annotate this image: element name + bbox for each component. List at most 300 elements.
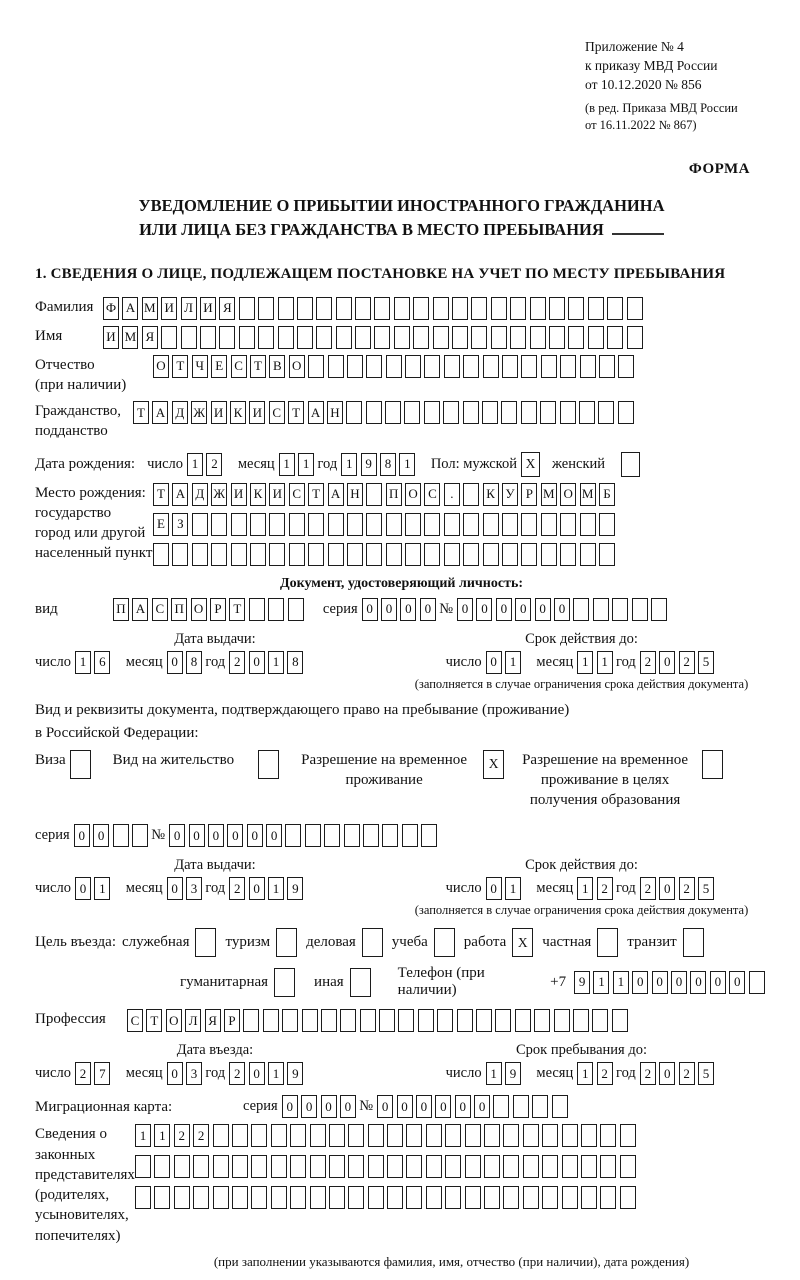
char-cell[interactable] (542, 1186, 558, 1209)
char-cell[interactable]: 8 (186, 651, 202, 674)
char-cell[interactable] (154, 1155, 170, 1178)
char-cell[interactable]: О (166, 1009, 182, 1032)
char-cell[interactable]: 2 (75, 1062, 91, 1085)
char-cell[interactable] (387, 1124, 403, 1147)
char-cell[interactable] (251, 1155, 267, 1178)
char-cell[interactable]: Ф (103, 297, 119, 320)
char-cell[interactable]: М (541, 483, 557, 506)
char-cell[interactable] (457, 1009, 473, 1032)
char-cell[interactable] (632, 598, 648, 621)
char-cell[interactable] (483, 355, 499, 378)
char-cell[interactable] (620, 1186, 636, 1209)
char-cell[interactable]: 1 (298, 453, 314, 476)
char-cell[interactable] (387, 1155, 403, 1178)
char-cell[interactable]: 0 (535, 598, 551, 621)
char-cell[interactable]: 1 (135, 1124, 151, 1147)
char-cell[interactable]: 0 (189, 824, 205, 847)
char-cell[interactable]: 0 (282, 1095, 298, 1118)
char-cell[interactable]: Е (211, 355, 227, 378)
char-cell[interactable]: К (483, 483, 499, 506)
char-cell[interactable] (515, 1009, 531, 1032)
char-cell[interactable]: С (152, 598, 168, 621)
char-cell[interactable]: 0 (362, 598, 378, 621)
char-cell[interactable]: 1 (279, 453, 295, 476)
char-cell[interactable]: 0 (301, 1095, 317, 1118)
char-cell[interactable] (465, 1124, 481, 1147)
char-cell[interactable]: 1 (268, 877, 284, 900)
char-cell[interactable] (502, 543, 518, 566)
char-cell[interactable] (540, 401, 556, 424)
char-cell[interactable]: 0 (249, 651, 265, 674)
char-cell[interactable] (269, 513, 285, 536)
char-cell[interactable]: 0 (486, 651, 502, 674)
char-cell[interactable]: 0 (93, 824, 109, 847)
char-cell[interactable]: 2 (206, 453, 222, 476)
char-cell[interactable] (329, 1186, 345, 1209)
char-cell[interactable] (523, 1186, 539, 1209)
char-cell[interactable]: 5 (698, 651, 714, 674)
char-cell[interactable] (513, 1095, 529, 1118)
char-cell[interactable] (172, 543, 188, 566)
char-cell[interactable] (445, 1186, 461, 1209)
char-cell[interactable] (316, 326, 332, 349)
char-cell[interactable] (413, 297, 429, 320)
char-cell[interactable]: 0 (397, 1095, 413, 1118)
char-cell[interactable] (316, 297, 332, 320)
char-cell[interactable] (346, 401, 362, 424)
char-cell[interactable] (463, 355, 479, 378)
char-cell[interactable] (192, 513, 208, 536)
char-cell[interactable] (213, 1155, 229, 1178)
char-cell[interactable]: 0 (420, 598, 436, 621)
char-cell[interactable] (297, 297, 313, 320)
char-cell[interactable] (263, 1009, 279, 1032)
char-cell[interactable]: 0 (690, 971, 706, 994)
char-cell[interactable]: 2 (640, 651, 656, 674)
char-cell[interactable]: 2 (679, 877, 695, 900)
char-cell[interactable]: 0 (167, 877, 183, 900)
char-cell[interactable] (305, 824, 321, 847)
char-cell[interactable]: К (250, 483, 266, 506)
purpose-tourism-checkbox[interactable] (276, 928, 297, 957)
char-cell[interactable] (612, 598, 628, 621)
purpose-private-checkbox[interactable] (597, 928, 618, 957)
char-cell[interactable]: 5 (698, 1062, 714, 1085)
char-cell[interactable] (424, 401, 440, 424)
char-cell[interactable] (366, 401, 382, 424)
char-cell[interactable]: А (308, 401, 324, 424)
char-cell[interactable] (573, 1009, 589, 1032)
char-cell[interactable] (607, 297, 623, 320)
char-cell[interactable]: 0 (554, 598, 570, 621)
char-cell[interactable]: 1 (94, 877, 110, 900)
char-cell[interactable] (549, 297, 565, 320)
char-cell[interactable]: 2 (193, 1124, 209, 1147)
char-cell[interactable]: Т (308, 483, 324, 506)
char-cell[interactable] (495, 1009, 511, 1032)
char-cell[interactable] (355, 326, 371, 349)
char-cell[interactable] (483, 543, 499, 566)
char-cell[interactable]: 0 (167, 651, 183, 674)
char-cell[interactable] (560, 355, 576, 378)
char-cell[interactable] (363, 824, 379, 847)
char-cell[interactable] (471, 297, 487, 320)
char-cell[interactable]: 0 (247, 824, 263, 847)
char-cell[interactable] (329, 1124, 345, 1147)
char-cell[interactable] (360, 1009, 376, 1032)
char-cell[interactable] (476, 1009, 492, 1032)
char-cell[interactable] (600, 1155, 616, 1178)
char-cell[interactable]: А (132, 598, 148, 621)
char-cell[interactable]: 2 (597, 1062, 613, 1085)
char-cell[interactable]: 9 (287, 1062, 303, 1085)
temp-residence-education-checkbox[interactable] (702, 750, 723, 779)
char-cell[interactable] (193, 1186, 209, 1209)
char-cell[interactable]: В (269, 355, 285, 378)
char-cell[interactable]: 8 (380, 453, 396, 476)
char-cell[interactable]: Т (172, 355, 188, 378)
char-cell[interactable]: О (153, 355, 169, 378)
char-cell[interactable] (355, 297, 371, 320)
char-cell[interactable]: 1 (593, 971, 609, 994)
char-cell[interactable] (394, 326, 410, 349)
char-cell[interactable] (289, 513, 305, 536)
char-cell[interactable]: И (269, 483, 285, 506)
char-cell[interactable] (174, 1186, 190, 1209)
char-cell[interactable]: Т (229, 598, 245, 621)
char-cell[interactable]: Б (599, 483, 615, 506)
char-cell[interactable]: А (122, 297, 138, 320)
char-cell[interactable]: Л (185, 1009, 201, 1032)
char-cell[interactable] (580, 355, 596, 378)
char-cell[interactable]: Д (192, 483, 208, 506)
char-cell[interactable]: У (502, 483, 518, 506)
char-cell[interactable]: 1 (577, 877, 593, 900)
char-cell[interactable] (132, 824, 148, 847)
char-cell[interactable] (374, 326, 390, 349)
char-cell[interactable] (405, 513, 421, 536)
purpose-business-checkbox[interactable] (362, 928, 383, 957)
char-cell[interactable]: 1 (268, 651, 284, 674)
char-cell[interactable] (579, 401, 595, 424)
char-cell[interactable]: 0 (659, 1062, 675, 1085)
char-cell[interactable] (502, 513, 518, 536)
char-cell[interactable]: 9 (287, 877, 303, 900)
char-cell[interactable]: 2 (597, 877, 613, 900)
char-cell[interactable]: И (103, 326, 119, 349)
char-cell[interactable]: 0 (266, 824, 282, 847)
char-cell[interactable]: 8 (287, 651, 303, 674)
char-cell[interactable] (530, 326, 546, 349)
char-cell[interactable]: 0 (400, 598, 416, 621)
char-cell[interactable]: С (269, 401, 285, 424)
char-cell[interactable] (174, 1155, 190, 1178)
char-cell[interactable] (406, 1124, 422, 1147)
char-cell[interactable] (366, 355, 382, 378)
char-cell[interactable]: 1 (268, 1062, 284, 1085)
char-cell[interactable]: 2 (229, 877, 245, 900)
char-cell[interactable] (573, 598, 589, 621)
char-cell[interactable] (503, 1124, 519, 1147)
char-cell[interactable]: 0 (249, 877, 265, 900)
char-cell[interactable] (211, 543, 227, 566)
char-cell[interactable] (288, 598, 304, 621)
char-cell[interactable]: Р (521, 483, 537, 506)
char-cell[interactable]: И (249, 401, 265, 424)
char-cell[interactable] (385, 401, 401, 424)
char-cell[interactable]: 1 (505, 877, 521, 900)
char-cell[interactable] (271, 1124, 287, 1147)
char-cell[interactable] (324, 824, 340, 847)
char-cell[interactable] (135, 1155, 151, 1178)
char-cell[interactable]: 0 (227, 824, 243, 847)
char-cell[interactable] (154, 1186, 170, 1209)
char-cell[interactable] (321, 1009, 337, 1032)
char-cell[interactable]: 1 (597, 651, 613, 674)
char-cell[interactable]: 1 (577, 651, 593, 674)
char-cell[interactable] (503, 1155, 519, 1178)
char-cell[interactable] (541, 355, 557, 378)
char-cell[interactable] (368, 1155, 384, 1178)
purpose-study-checkbox[interactable] (434, 928, 455, 957)
char-cell[interactable] (444, 513, 460, 536)
char-cell[interactable] (493, 1095, 509, 1118)
char-cell[interactable] (213, 1186, 229, 1209)
char-cell[interactable] (426, 1186, 442, 1209)
char-cell[interactable] (424, 355, 440, 378)
char-cell[interactable] (443, 401, 459, 424)
char-cell[interactable] (386, 355, 402, 378)
char-cell[interactable]: С (289, 483, 305, 506)
purpose-other-checkbox[interactable] (350, 968, 371, 997)
char-cell[interactable]: Я (142, 326, 158, 349)
char-cell[interactable]: 3 (186, 1062, 202, 1085)
char-cell[interactable]: С (127, 1009, 143, 1032)
char-cell[interactable] (386, 513, 402, 536)
char-cell[interactable]: 2 (679, 1062, 695, 1085)
char-cell[interactable] (366, 483, 382, 506)
char-cell[interactable] (232, 1124, 248, 1147)
char-cell[interactable] (521, 355, 537, 378)
char-cell[interactable]: 2 (679, 651, 695, 674)
char-cell[interactable] (588, 326, 604, 349)
char-cell[interactable]: 9 (505, 1062, 521, 1085)
char-cell[interactable] (328, 543, 344, 566)
char-cell[interactable] (568, 297, 584, 320)
char-cell[interactable]: И (231, 483, 247, 506)
char-cell[interactable]: 1 (187, 453, 203, 476)
char-cell[interactable]: О (191, 598, 207, 621)
char-cell[interactable] (379, 1009, 395, 1032)
char-cell[interactable]: 1 (613, 971, 629, 994)
char-cell[interactable] (368, 1124, 384, 1147)
char-cell[interactable] (618, 401, 634, 424)
char-cell[interactable] (249, 598, 265, 621)
char-cell[interactable] (562, 1124, 578, 1147)
char-cell[interactable] (418, 1009, 434, 1032)
char-cell[interactable]: 0 (729, 971, 745, 994)
char-cell[interactable] (482, 401, 498, 424)
char-cell[interactable]: 0 (249, 1062, 265, 1085)
char-cell[interactable] (554, 1009, 570, 1032)
char-cell[interactable]: 0 (496, 598, 512, 621)
char-cell[interactable] (251, 1186, 267, 1209)
char-cell[interactable]: Т (133, 401, 149, 424)
char-cell[interactable]: Н (327, 401, 343, 424)
char-cell[interactable] (433, 297, 449, 320)
char-cell[interactable] (405, 355, 421, 378)
char-cell[interactable] (268, 598, 284, 621)
char-cell[interactable]: 0 (321, 1095, 337, 1118)
char-cell[interactable] (398, 1009, 414, 1032)
char-cell[interactable]: 2 (174, 1124, 190, 1147)
char-cell[interactable] (607, 326, 623, 349)
char-cell[interactable] (562, 1155, 578, 1178)
char-cell[interactable] (651, 598, 667, 621)
char-cell[interactable] (232, 1155, 248, 1178)
char-cell[interactable] (290, 1155, 306, 1178)
char-cell[interactable]: М (142, 297, 158, 320)
char-cell[interactable]: 0 (74, 824, 90, 847)
char-cell[interactable] (404, 401, 420, 424)
char-cell[interactable]: 1 (486, 1062, 502, 1085)
char-cell[interactable]: О (405, 483, 421, 506)
char-cell[interactable]: Т (288, 401, 304, 424)
char-cell[interactable] (510, 326, 526, 349)
char-cell[interactable] (580, 513, 596, 536)
char-cell[interactable] (113, 824, 129, 847)
purpose-transit-checkbox[interactable] (683, 928, 704, 957)
char-cell[interactable] (278, 297, 294, 320)
char-cell[interactable]: 0 (652, 971, 668, 994)
char-cell[interactable] (405, 543, 421, 566)
char-cell[interactable] (426, 1124, 442, 1147)
char-cell[interactable] (560, 543, 576, 566)
char-cell[interactable] (620, 1155, 636, 1178)
char-cell[interactable]: Р (224, 1009, 240, 1032)
char-cell[interactable] (406, 1155, 422, 1178)
char-cell[interactable] (580, 543, 596, 566)
char-cell[interactable] (510, 297, 526, 320)
char-cell[interactable] (599, 543, 615, 566)
char-cell[interactable] (502, 355, 518, 378)
char-cell[interactable]: З (172, 513, 188, 536)
char-cell[interactable]: Л (181, 297, 197, 320)
char-cell[interactable] (135, 1186, 151, 1209)
char-cell[interactable]: 9 (574, 971, 590, 994)
char-cell[interactable] (232, 1186, 248, 1209)
char-cell[interactable]: 0 (515, 598, 531, 621)
char-cell[interactable]: Д (172, 401, 188, 424)
char-cell[interactable]: 3 (186, 877, 202, 900)
char-cell[interactable] (620, 1124, 636, 1147)
char-cell[interactable]: 1 (341, 453, 357, 476)
char-cell[interactable]: М (122, 326, 138, 349)
char-cell[interactable] (402, 824, 418, 847)
char-cell[interactable]: И (211, 401, 227, 424)
char-cell[interactable]: 0 (455, 1095, 471, 1118)
purpose-work-checkbox[interactable]: X (512, 928, 533, 957)
char-cell[interactable] (592, 1009, 608, 1032)
char-cell[interactable]: 0 (377, 1095, 393, 1118)
char-cell[interactable] (424, 543, 440, 566)
char-cell[interactable] (600, 1124, 616, 1147)
char-cell[interactable] (549, 326, 565, 349)
char-cell[interactable] (560, 401, 576, 424)
char-cell[interactable] (250, 513, 266, 536)
char-cell[interactable]: 1 (505, 651, 521, 674)
char-cell[interactable]: 0 (710, 971, 726, 994)
char-cell[interactable] (463, 401, 479, 424)
char-cell[interactable] (612, 1009, 628, 1032)
char-cell[interactable] (340, 1009, 356, 1032)
char-cell[interactable] (394, 297, 410, 320)
char-cell[interactable] (437, 1009, 453, 1032)
char-cell[interactable] (452, 326, 468, 349)
purpose-official-checkbox[interactable] (195, 928, 216, 957)
char-cell[interactable] (593, 598, 609, 621)
char-cell[interactable] (521, 513, 537, 536)
char-cell[interactable] (618, 355, 634, 378)
char-cell[interactable]: 2 (229, 1062, 245, 1085)
char-cell[interactable] (192, 543, 208, 566)
char-cell[interactable]: 0 (75, 877, 91, 900)
char-cell[interactable] (382, 824, 398, 847)
char-cell[interactable] (347, 543, 363, 566)
char-cell[interactable] (271, 1186, 287, 1209)
char-cell[interactable] (749, 971, 765, 994)
char-cell[interactable] (368, 1186, 384, 1209)
char-cell[interactable] (491, 297, 507, 320)
char-cell[interactable] (219, 326, 235, 349)
char-cell[interactable] (374, 297, 390, 320)
char-cell[interactable] (250, 543, 266, 566)
char-cell[interactable]: 0 (476, 598, 492, 621)
char-cell[interactable]: 1 (577, 1062, 593, 1085)
char-cell[interactable] (503, 1186, 519, 1209)
char-cell[interactable] (444, 355, 460, 378)
char-cell[interactable]: 0 (416, 1095, 432, 1118)
char-cell[interactable] (581, 1186, 597, 1209)
char-cell[interactable] (282, 1009, 298, 1032)
char-cell[interactable]: А (328, 483, 344, 506)
char-cell[interactable]: Т (153, 483, 169, 506)
char-cell[interactable] (413, 326, 429, 349)
char-cell[interactable]: С (424, 483, 440, 506)
char-cell[interactable]: П (386, 483, 402, 506)
char-cell[interactable]: Р (210, 598, 226, 621)
char-cell[interactable]: С (231, 355, 247, 378)
char-cell[interactable] (598, 401, 614, 424)
char-cell[interactable] (560, 513, 576, 536)
char-cell[interactable] (329, 1155, 345, 1178)
char-cell[interactable] (465, 1155, 481, 1178)
char-cell[interactable] (213, 1124, 229, 1147)
visa-checkbox[interactable] (70, 750, 91, 779)
char-cell[interactable]: 1 (154, 1124, 170, 1147)
char-cell[interactable] (541, 543, 557, 566)
char-cell[interactable] (501, 401, 517, 424)
char-cell[interactable]: 0 (632, 971, 648, 994)
char-cell[interactable] (366, 543, 382, 566)
char-cell[interactable] (211, 513, 227, 536)
char-cell[interactable] (523, 1155, 539, 1178)
char-cell[interactable] (269, 543, 285, 566)
char-cell[interactable]: О (289, 355, 305, 378)
char-cell[interactable] (347, 355, 363, 378)
char-cell[interactable] (483, 513, 499, 536)
char-cell[interactable] (463, 483, 479, 506)
